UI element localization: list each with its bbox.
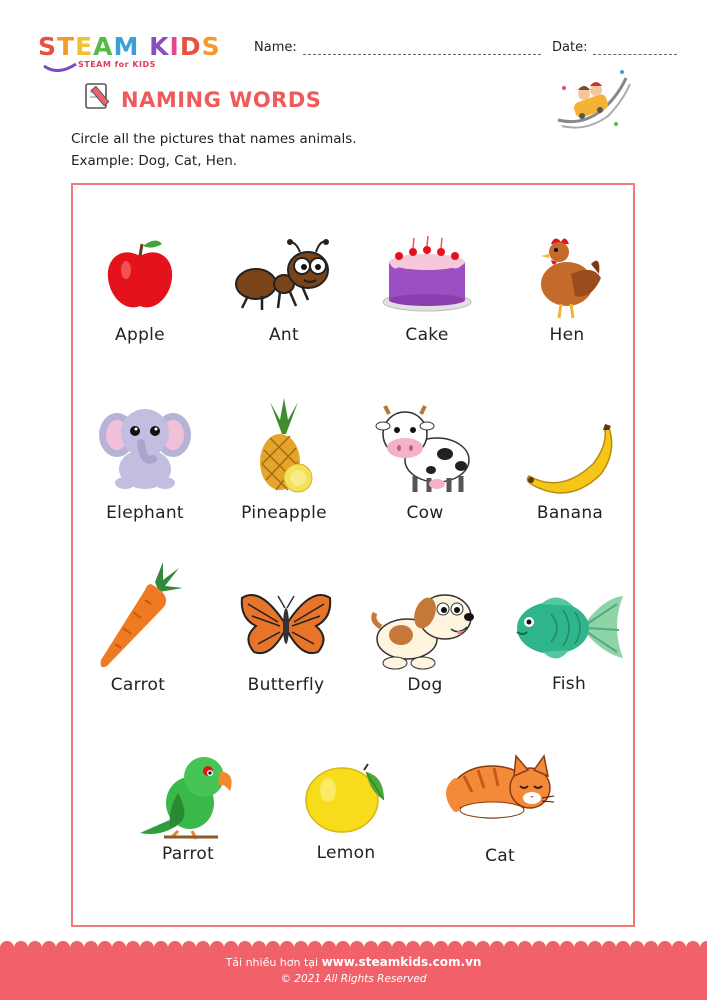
item-label: Hen bbox=[549, 325, 585, 345]
logo-swoosh-icon bbox=[42, 62, 78, 74]
worksheet-title: NAMING WORDS bbox=[121, 88, 322, 112]
item-label: Cake bbox=[405, 325, 449, 345]
item-hen[interactable] bbox=[497, 234, 637, 364]
example-text: Example: Dog, Cat, Hen. bbox=[71, 153, 238, 169]
footer-copyright: © 2021 All Rights Reserved bbox=[280, 973, 427, 985]
footer-more-prefix: Tải nhiều hơn tại bbox=[225, 956, 319, 969]
fish-icon bbox=[513, 590, 625, 666]
item-cow[interactable] bbox=[355, 404, 495, 534]
hen-icon bbox=[531, 234, 603, 322]
item-label: Parrot bbox=[161, 844, 215, 864]
date-line[interactable] bbox=[593, 43, 677, 55]
item-label: Butterfly bbox=[247, 675, 325, 695]
logo-text: STEAM KIDS bbox=[38, 32, 221, 61]
item-banana[interactable] bbox=[500, 424, 640, 554]
dog-icon bbox=[371, 587, 479, 673]
item-apple[interactable] bbox=[70, 234, 210, 364]
item-label: Apple bbox=[115, 325, 165, 345]
cake-icon bbox=[381, 234, 473, 314]
footer-more bbox=[0, 955, 707, 969]
cow-icon bbox=[375, 404, 475, 496]
cat-icon bbox=[444, 752, 556, 824]
item-fish[interactable] bbox=[499, 590, 639, 720]
item-label: Carrot bbox=[110, 675, 166, 695]
item-label: Banana bbox=[536, 503, 604, 523]
name-field[interactable] bbox=[254, 40, 541, 55]
steam-kids-logo bbox=[38, 32, 238, 74]
carrot-icon bbox=[93, 562, 183, 670]
date-field[interactable] bbox=[552, 40, 677, 55]
item-label: Lemon bbox=[316, 843, 376, 863]
item-label: Cow bbox=[406, 503, 444, 523]
logo-subtext: STEAM for KIDS bbox=[78, 60, 156, 69]
item-carrot[interactable] bbox=[68, 562, 208, 695]
item-label: Elephant bbox=[106, 503, 184, 523]
name-line[interactable] bbox=[303, 43, 541, 55]
item-lemon[interactable] bbox=[276, 756, 416, 886]
item-elephant[interactable] bbox=[75, 393, 215, 523]
name-label: Name: bbox=[254, 40, 297, 55]
lemon-icon bbox=[304, 756, 388, 836]
item-label: Ant bbox=[269, 325, 299, 345]
item-butterfly[interactable] bbox=[216, 592, 356, 722]
instructions bbox=[71, 128, 357, 172]
item-cake[interactable] bbox=[357, 234, 497, 364]
elephant-icon bbox=[95, 393, 195, 493]
pencil-paper-icon bbox=[82, 80, 114, 112]
banana-icon bbox=[525, 424, 615, 496]
item-label: Pineapple bbox=[241, 503, 327, 523]
roller-coaster-icon bbox=[552, 68, 634, 134]
footer-site-link[interactable]: www.steamkids.com.vn bbox=[321, 955, 482, 969]
item-label: Fish bbox=[551, 674, 587, 694]
date-label: Date: bbox=[552, 40, 588, 55]
parrot-icon bbox=[138, 753, 238, 841]
item-cat[interactable] bbox=[430, 752, 570, 882]
item-label: Dog bbox=[407, 675, 443, 695]
apple-icon bbox=[100, 234, 180, 314]
pineapple-icon bbox=[254, 398, 314, 496]
item-parrot[interactable] bbox=[118, 753, 258, 883]
ant-icon bbox=[232, 234, 336, 314]
instruction-text: Circle all the pictures that names animals. bbox=[71, 131, 357, 147]
item-ant[interactable] bbox=[214, 234, 354, 364]
item-pineapple[interactable] bbox=[214, 398, 354, 528]
item-dog[interactable] bbox=[355, 587, 495, 717]
item-label: Cat bbox=[485, 846, 515, 866]
butterfly-icon bbox=[240, 592, 332, 658]
